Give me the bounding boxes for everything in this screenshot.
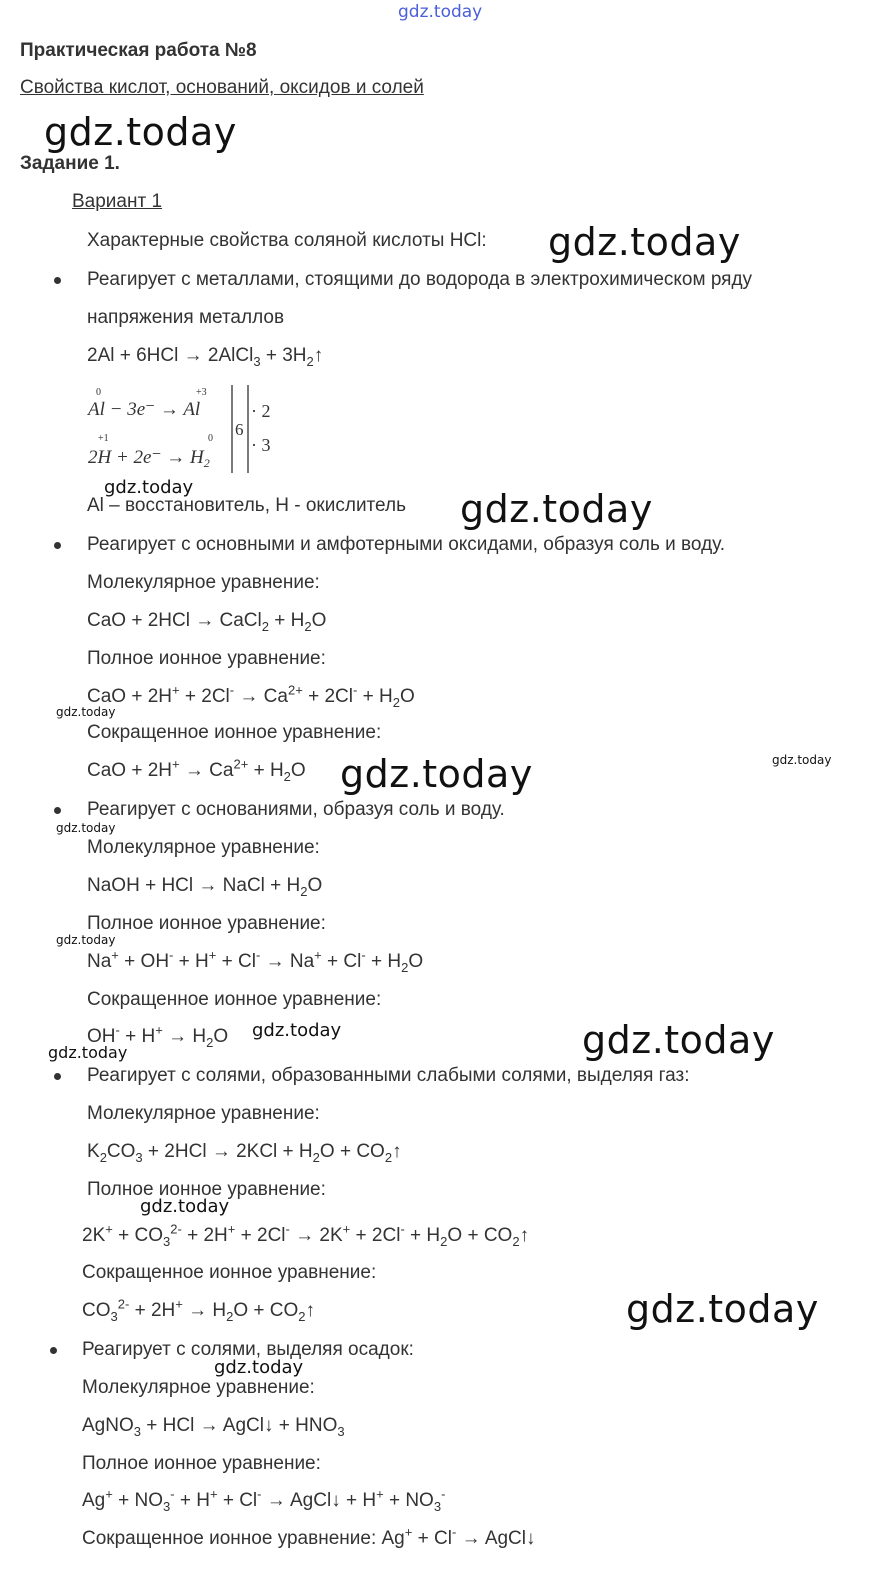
half-reaction-reduction: $2H + 2e^- \to H_2$: [88, 447, 210, 470]
equation: $K_2CO_3 + 2HCl \to 2KCl + H_2O$ + $CO_2↑$: [87, 1141, 402, 1165]
equation: 2Al + 6HCl → 2AlCl$_3$ + $3H_2↑$: [87, 345, 324, 369]
watermark: gdz.today: [772, 753, 832, 767]
item-heading: Реагирует с солями, выделяя осадок:: [82, 1339, 414, 1360]
bullet: [50, 1347, 57, 1354]
bullet: [54, 807, 61, 814]
equation-label: Сокращенное ионное уравнение:: [82, 1528, 377, 1549]
watermark: gdz.today: [582, 1018, 775, 1062]
equation-label: Молекулярное уравнение:: [87, 837, 320, 858]
equation: $Ag^+ + NO_3^- + H^+ + Cl^-$ → AgCl↓ + $H^+ + NO_3^-$: [82, 1486, 446, 1514]
equation: $Na^+ + OH^- + H^+ + Cl^- \to Na^+ + Cl^- + H_2O$: [87, 947, 424, 975]
bullet: [54, 277, 61, 284]
page-subtitle: Свойства кислот, оснований, оксидов и солей: [20, 77, 424, 98]
watermark: gdz.today: [56, 821, 116, 835]
balance-lcm: 6: [235, 420, 244, 439]
equation-label: Полное ионное уравнение:: [87, 1179, 326, 1200]
ox-state-label: 0: [96, 387, 101, 398]
top-watermark: gdz.today: [398, 2, 483, 22]
watermark: gdz.today: [252, 1020, 342, 1041]
electron-balance: [82, 383, 282, 475]
equation-label: Молекулярное уравнение:: [87, 1103, 320, 1124]
watermark: gdz.today: [104, 477, 194, 498]
equation: $2K^+ + CO_3^{2-} + 2H^+ + 2Cl^- \to 2K^+ + 2Cl^- + H_2O$ + $CO_2↑$: [82, 1221, 530, 1249]
bullet: [54, 542, 61, 549]
balance-coefficient: · 2: [251, 401, 271, 421]
equation-label: Сокращенное ионное уравнение:: [82, 1262, 377, 1283]
watermark: gdz.today: [44, 110, 237, 154]
item-heading-continued: напряжения металлов: [87, 307, 285, 328]
equation: $OH^- + H^+ \to H_2O$: [87, 1022, 229, 1050]
watermark: gdz.today: [626, 1287, 819, 1331]
watermark: gdz.today: [548, 220, 741, 264]
watermark: gdz.today: [214, 1357, 304, 1378]
equation-label: Полное ионное уравнение:: [87, 913, 326, 934]
equation-label: Молекулярное уравнение:: [82, 1377, 315, 1398]
variant-heading: Вариант 1: [72, 191, 163, 212]
equation: CaO + 2HCl → CaCl$_2$ + $H_2O$: [87, 610, 327, 634]
balance-coefficient: · 3: [251, 435, 271, 455]
equation: AgNO$_3$ + HCl → AgCl↓ + $HNO_3$: [82, 1415, 345, 1439]
item-heading: Реагирует с основными и амфотерными оксидами, образуя соль и воду.: [87, 534, 726, 555]
item-heading: Реагирует с металлами, стоящими до водорода в электрохимическом ряду: [87, 269, 753, 290]
ox-state-label: +1: [98, 433, 109, 444]
ox-state-label: 0: [208, 433, 213, 444]
redox-conclusion: Al – восстановитель, H - окислитель: [87, 495, 406, 516]
watermark: gdz.today: [48, 1043, 128, 1062]
intro-text: Характерные свойства соляной кислоты HCl:: [87, 230, 487, 251]
equation-label: Сокращенное ионное уравнение:: [87, 989, 382, 1010]
bullet: [54, 1073, 61, 1080]
watermark: gdz.today: [56, 933, 116, 947]
equation-label: Полное ионное уравнение:: [87, 648, 326, 669]
task-heading: Задание 1.: [20, 153, 120, 174]
page-title: Практическая работа №8: [20, 40, 257, 61]
item-heading: Реагирует с солями, образованными слабыми солями, выделяя газ:: [87, 1065, 690, 1086]
equation-label: Молекулярное уравнение:: [87, 572, 320, 593]
equation-label: Сокращенное ионное уравнение:: [87, 722, 382, 743]
watermark: gdz.today: [340, 752, 533, 796]
short-ionic-line: Сокращенное ионное уравнение: Ag+ + Cl- → AgCl↓: [82, 1524, 536, 1549]
equation-label: Полное ионное уравнение:: [82, 1453, 321, 1474]
half-reaction-oxidation: Al − 3e⁻ → Al: [88, 399, 201, 420]
item-heading: Реагирует с основаниями, образуя соль и воду.: [87, 799, 505, 820]
equation: NaOH + HCl → NaCl + $H_2O$: [87, 875, 323, 899]
watermark: gdz.today: [460, 487, 653, 531]
equation: CaO + $2H^+ \to Ca^{2+} + H_2O$: [87, 756, 306, 784]
equation: $CO_3^{2-} + 2H^+ \to H_2O$ + $CO_2↑$: [82, 1296, 316, 1324]
equation: CaO + $2H^+ + 2Cl^- \to Ca^{2+} + 2Cl^- + H_2O$: [87, 682, 415, 710]
watermark: gdz.today: [140, 1196, 230, 1217]
watermark: gdz.today: [56, 705, 116, 719]
ox-state-label: +3: [196, 387, 207, 398]
